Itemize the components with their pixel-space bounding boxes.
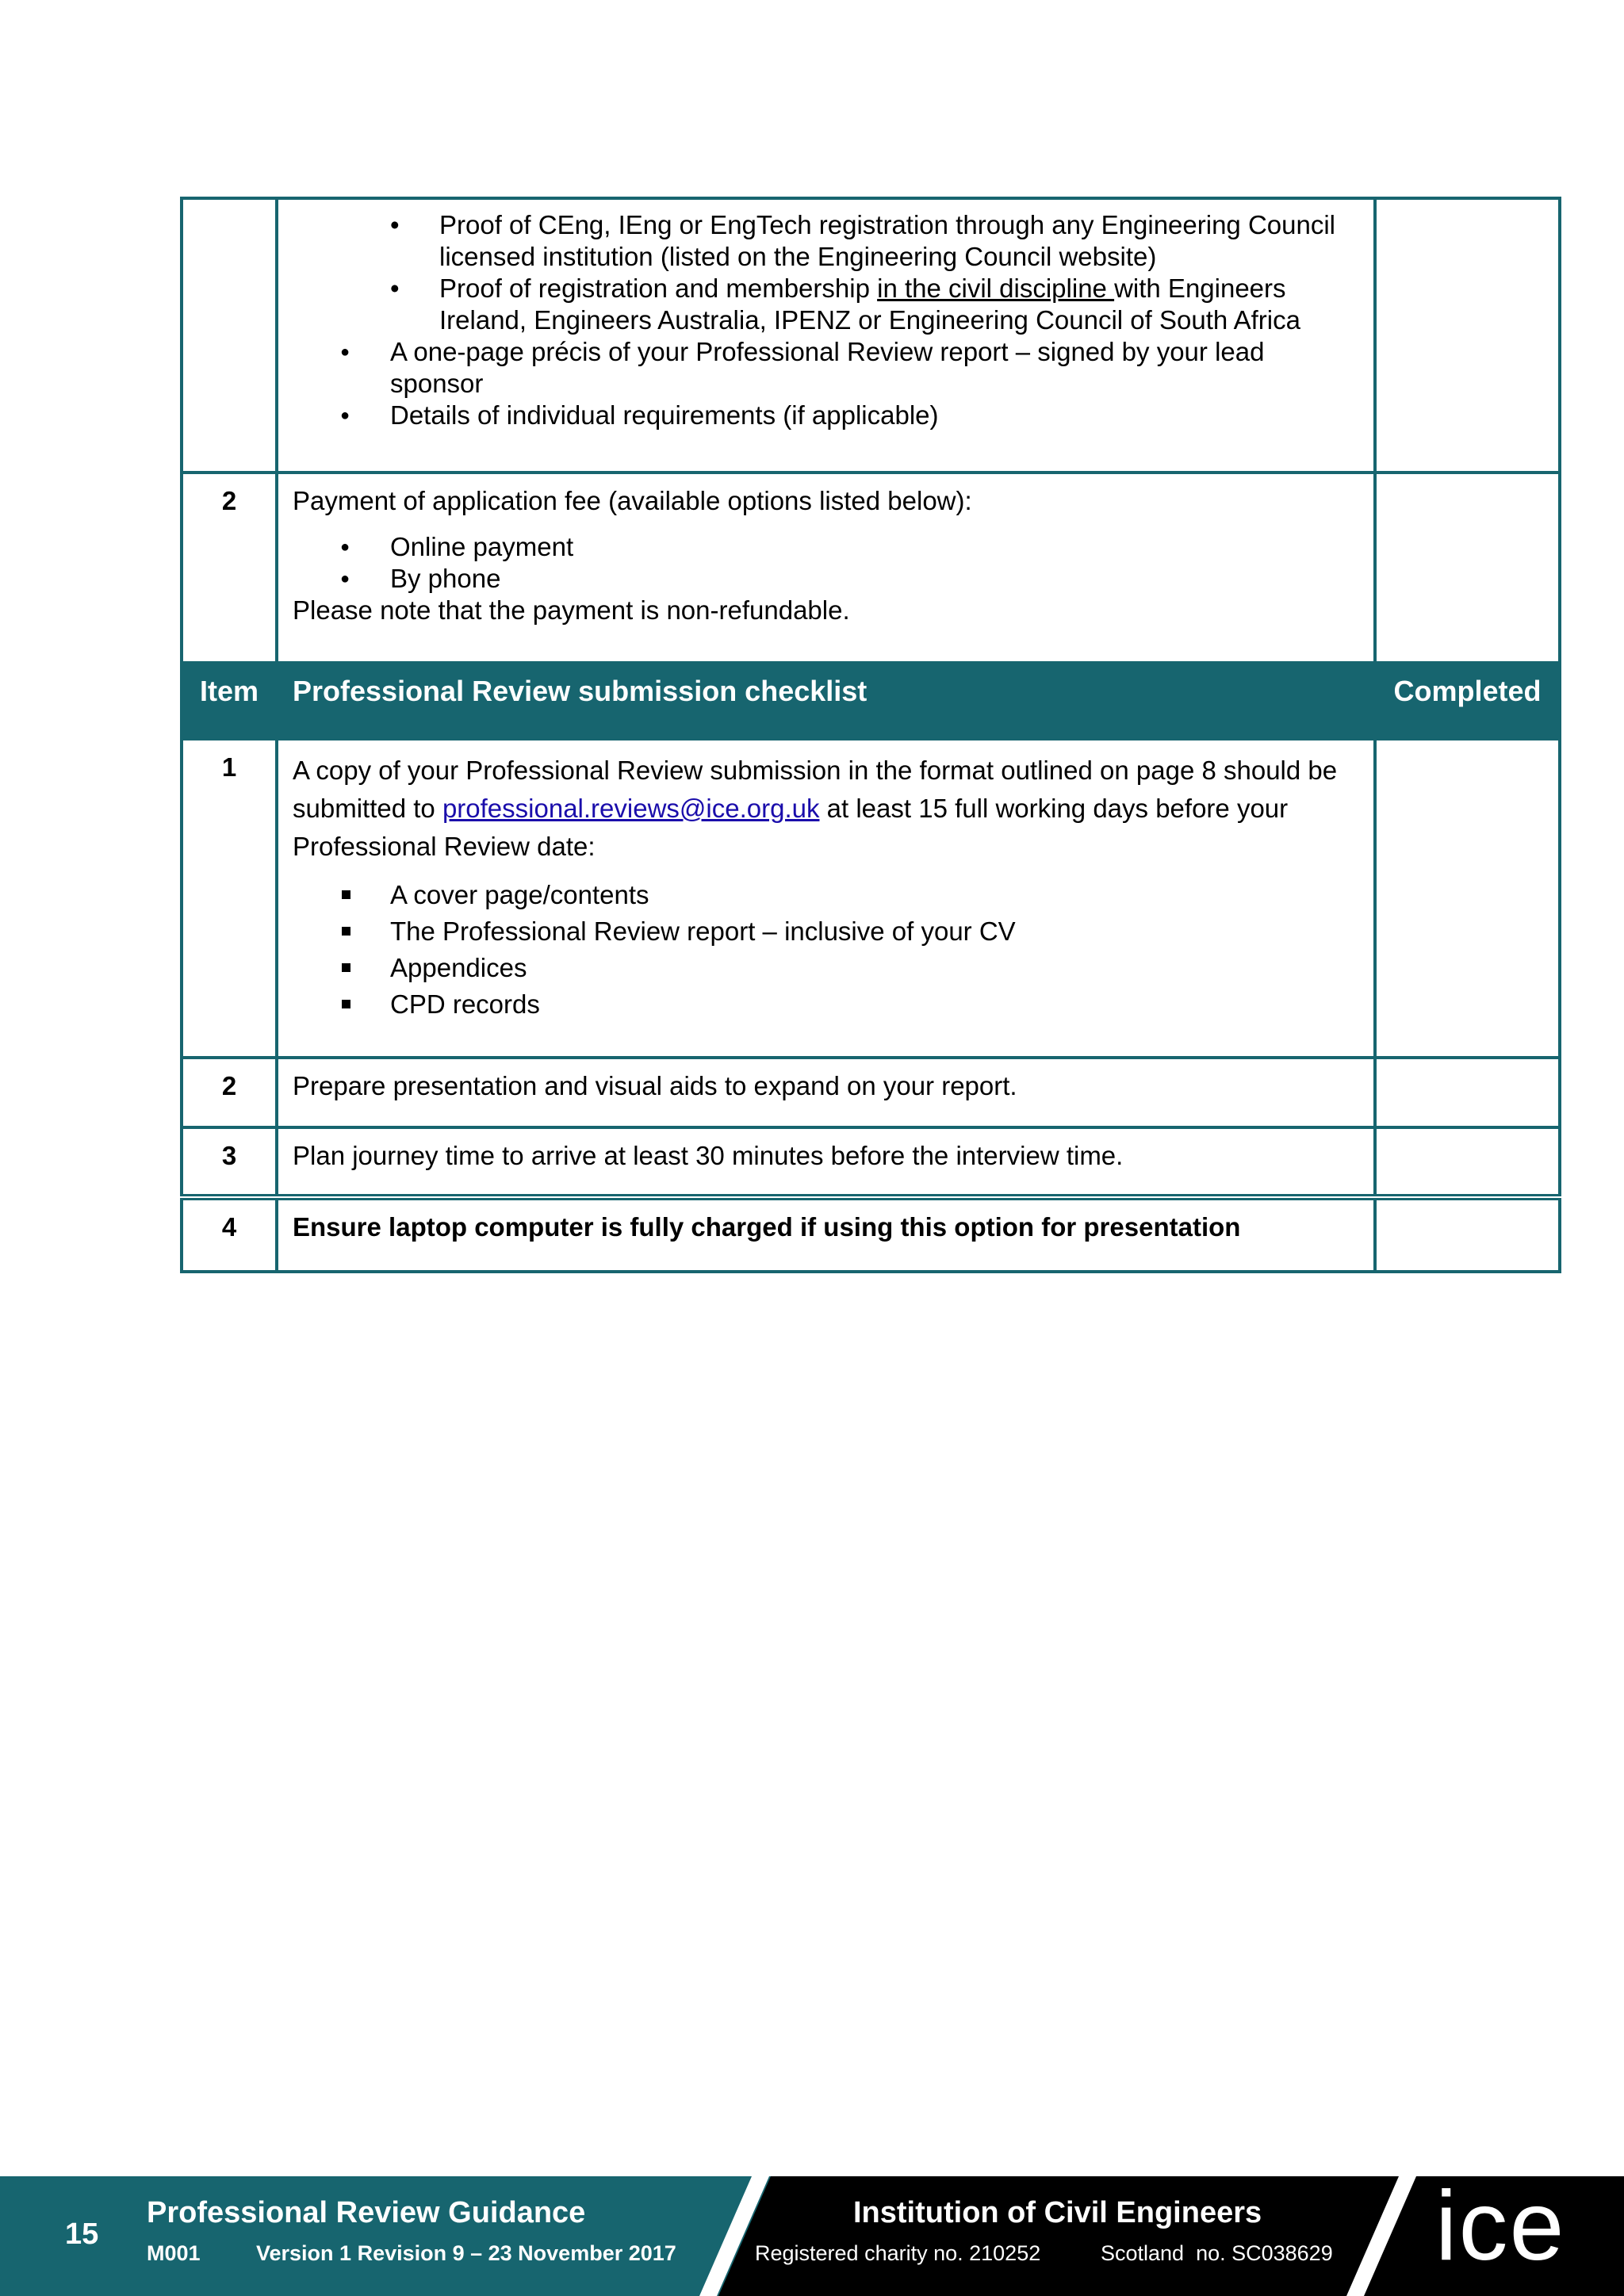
completed-cell[interactable] [1375,1197,1560,1272]
doc-version: Version 1 Revision 9 – 23 November 2017 [256,2241,676,2265]
completed-cell[interactable] [1375,739,1560,1058]
item-list [293,336,1359,431]
table-row [182,1197,1560,1272]
table-row [182,198,1560,473]
item-number: 1 [182,739,277,1058]
table-row [182,739,1560,1058]
sub-list [390,209,1359,336]
payment-note: Please note that the payment is non-refundable. [293,595,850,625]
item-number: 2 [182,473,277,663]
completed-cell[interactable] [1375,1058,1560,1127]
item-number: 2 [182,1058,277,1127]
list-item: A cover page/contents [293,877,1359,913]
payment-options [293,531,1359,595]
email-link[interactable]: professional.reviews@ice.org.uk [442,794,820,823]
table-row [182,473,1560,663]
item-number: 4 [182,1197,277,1272]
institution-name: Institution of Civil Engineers [853,2196,1262,2229]
submission-list [293,877,1359,1023]
table-row [182,1127,1560,1197]
row-text: Prepare presentation and visual aids to expand on your report. [277,1058,1375,1127]
payment-intro: Payment of application fee (available options listed below): [293,486,972,515]
completed-cell[interactable] [1375,473,1560,663]
row-text: A copy of your Professional Review submission in the format outlined on page 8 should be submitted to professional.reviews@ice.org.uk at least 15 full working days before your Professional Review date: A cover page/contents The Professional Review report – inclusive of your CV Appendices CPD records [277,739,1375,1058]
list-item: ● Details of individual requirements (if applicable) [293,400,1359,431]
doc-code: M001 [147,2241,201,2265]
list-item: ● Online payment [293,531,1359,563]
completed-cell[interactable] [1375,1127,1560,1197]
doc-title: Professional Review Guidance [147,2196,586,2229]
list-item: Appendices [293,950,1359,986]
scotland-number: Scotland no. SC038629 [1101,2241,1333,2265]
header-completed: Completed [1375,663,1560,739]
page-number: 15 [65,2218,99,2251]
header-item: Item [182,663,277,739]
header-title: Professional Review submission checklist [277,663,1375,739]
footer-background [0,2176,1624,2296]
list-item: • Proof of CEng, IEng or EngTech registration through any Engineering Council licensed institution (listed on the Engineering Council website) [390,209,1359,273]
checklist-table [180,197,1561,1273]
list-item: ● A one-page précis of your Professional Review report – signed by your lead sponsor [293,336,1359,400]
table-row [182,1058,1560,1127]
item-number: 3 [182,1127,277,1197]
list-item: ● By phone [293,563,1359,595]
row-text: Plan journey time to arrive at least 30 minutes before the interview time. [277,1127,1375,1197]
list-item: • Proof of registration and membership in the civil discipline with Engineers Ireland, Engineers Australia, IPENZ or Engineering Council of South Africa [390,273,1359,336]
ice-logo: ice [1435,2172,1566,2281]
page-footer [0,2172,1624,2296]
continuation-cell [277,198,1375,473]
completed-cell[interactable] [1375,198,1560,473]
table-header [182,663,1560,739]
list-item: The Professional Review report – inclusive of your CV [293,913,1359,950]
list-item: CPD records [293,986,1359,1023]
row-text: Ensure laptop computer is fully charged if using this option for presentation [277,1197,1375,1272]
charity-number: Registered charity no. 210252 [755,2241,1041,2265]
payment-cell [277,473,1375,663]
